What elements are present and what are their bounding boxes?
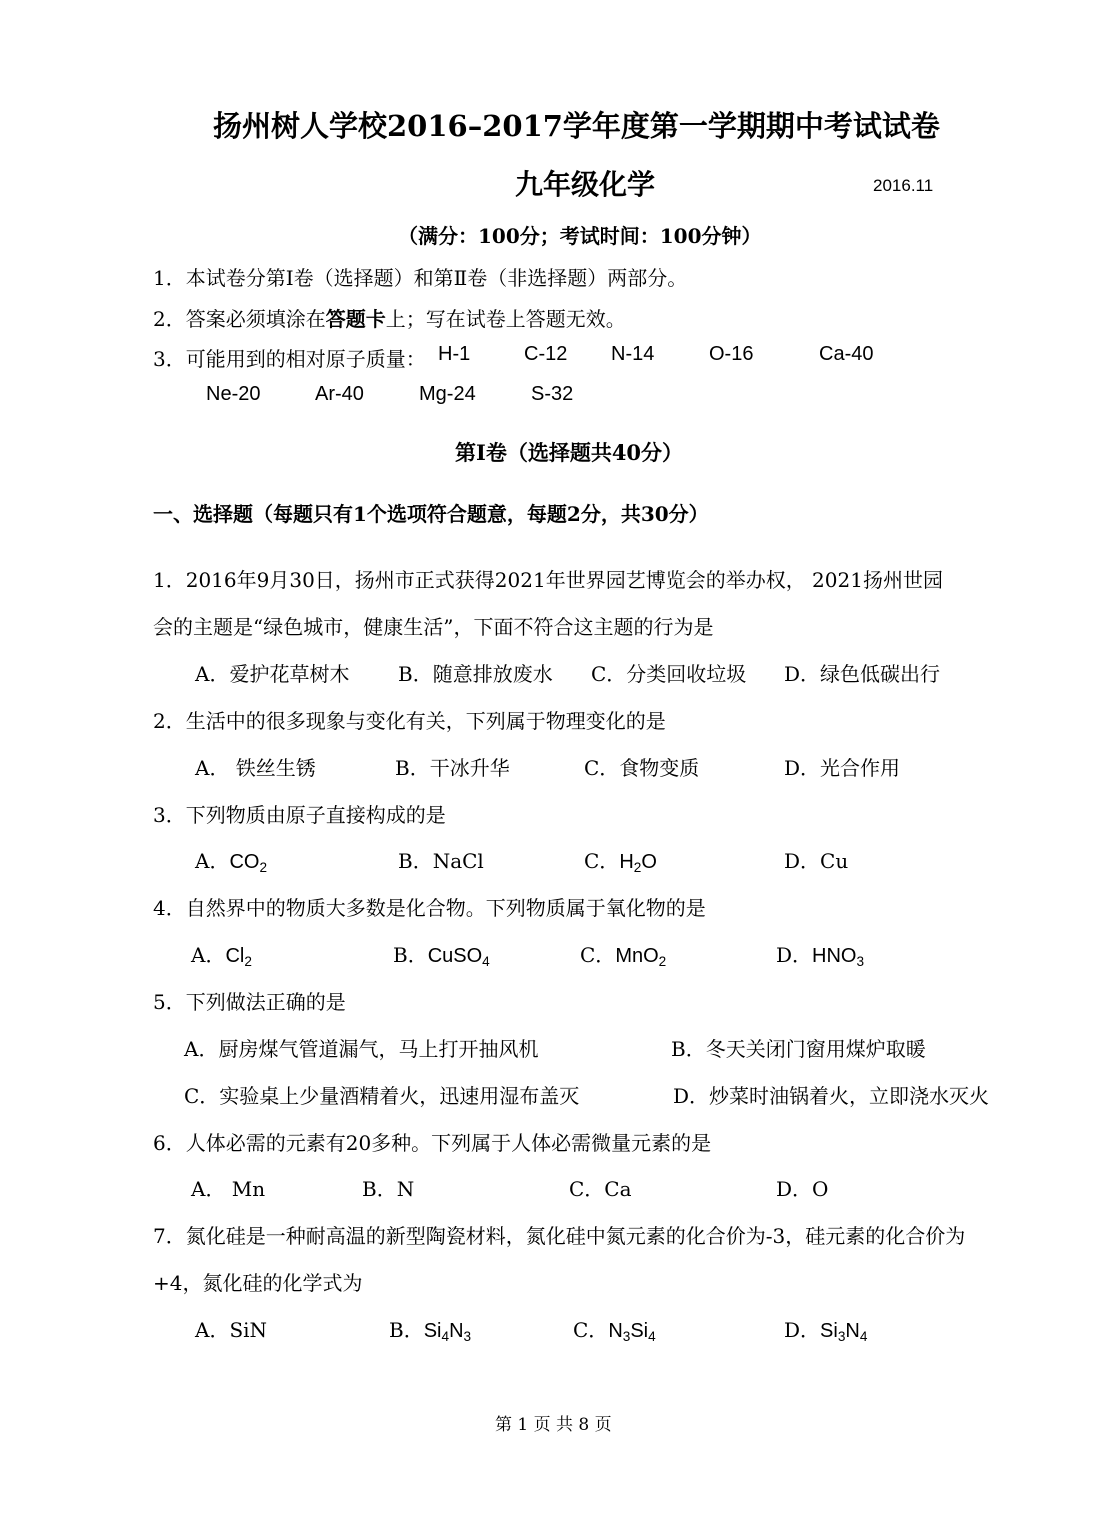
q2-option-b: B．干冰升华 <box>395 756 510 780</box>
q3-option-c-formula-1: H <box>619 851 634 873</box>
atomic-mass-s: S-32 <box>531 383 574 405</box>
exam-date: 2016.11 <box>873 176 934 195</box>
q2-stem: 2．生活中的很多现象与变化有关，下列属于物理变化的是 <box>153 709 666 733</box>
q6-option-d: D．O <box>776 1177 829 1201</box>
q7-option-b-subscript-2: 3 <box>463 1329 472 1345</box>
instruction-2-post: 上；写在试卷上答题无效。 <box>385 307 626 331</box>
atomic-mass-h: H-1 <box>438 343 471 365</box>
instruction-2 <box>153 303 626 332</box>
q1-option-c: C．分类回收垃圾 <box>591 662 747 686</box>
q7-option-c-subscript-2: 4 <box>648 1329 656 1345</box>
q1-option-d: D．绿色低碳出行 <box>784 662 941 686</box>
q5-option-d: D．炒菜时油锅着火，立即浇水灭火 <box>673 1084 990 1108</box>
q7-stem-line2: +4，氮化硅的化学式为 <box>153 1271 363 1295</box>
q7-option-b-subscript-1: 4 <box>441 1329 450 1345</box>
q7-option-d-formula-1: Si <box>820 1320 838 1342</box>
q5-option-b: B．冬天关闭门窗用煤炉取暖 <box>671 1037 926 1061</box>
atomic-mass-ne: Ne-20 <box>206 383 261 405</box>
q2-option-c: C．食物变质 <box>584 756 700 780</box>
q7-option-c <box>573 1314 656 1343</box>
q7-option-d-formula-2: N <box>845 1320 860 1342</box>
exam-subtitle: 九年级化学 <box>515 168 656 201</box>
q6-option-a: A． Mn <box>191 1177 266 1201</box>
q3-option-a-subscript: 2 <box>259 860 268 876</box>
q6-stem: 6．人体必需的元素有20多种。下列属于人体必需微量元素的是 <box>153 1131 712 1155</box>
instruction-2-pre: 2．答案必须填涂在 <box>153 307 326 331</box>
atomic-mass-ca: Ca-40 <box>819 343 874 365</box>
q5-option-c: C．实验桌上少量酒精着火，迅速用湿布盖灭 <box>184 1084 580 1108</box>
q4-option-b-label: B． <box>393 943 428 967</box>
q7-option-b-formula-1: Si <box>423 1320 442 1342</box>
atomic-mass-c: C-12 <box>524 343 568 365</box>
q4-option-d-label: D． <box>776 943 813 967</box>
q4-option-a-label: A． <box>191 943 226 967</box>
exam-meta: （满分：100分；考试时间：100分钟） <box>398 224 762 248</box>
q3-option-a <box>195 845 267 874</box>
instruction-2-bold: 答题卡 <box>325 307 386 331</box>
q7-stem-line1: 7．氮化硅是一种耐高温的新型陶瓷材料，氮化硅中氮元素的化合价为-3，硅元素的化合价为 <box>153 1224 966 1248</box>
q1-stem-line1: 1．2016年9月30日，扬州市正式获得2021年世界园艺博览会的举办权， 2021扬州世园 <box>153 568 943 592</box>
q4-option-b-formula: CuSO <box>427 945 483 967</box>
q1-stem-line2: 会的主题是“绿色城市，健康生活”，下面不符合这主题的行为是 <box>153 615 714 639</box>
q6-option-c: C．Ca <box>569 1177 632 1201</box>
q4-option-a-subscript: 2 <box>244 954 252 970</box>
q3-option-a-formula: CO <box>229 851 260 873</box>
q7-option-d-subscript-1: 3 <box>837 1329 846 1345</box>
q3-option-c-subscript: 2 <box>633 860 642 876</box>
part-title: 一、选择题（每题只有1个选项符合题意，每题2分，共30分） <box>153 502 709 526</box>
q4-option-c-label: C． <box>580 943 616 967</box>
atomic-mass-n: N-14 <box>611 343 655 365</box>
q7-option-c-formula-1: N <box>608 1320 623 1342</box>
q4-option-d-subscript: 3 <box>856 954 865 970</box>
volume-title: 第Ⅰ卷（选择题共40分） <box>455 440 684 465</box>
q3-option-c-label: C． <box>584 849 620 873</box>
q7-option-d-label: D． <box>784 1318 821 1342</box>
q5-option-a: A．厨房煤气管道漏气，马上打开抽风机 <box>184 1037 539 1061</box>
q7-option-b-label: B． <box>389 1318 424 1342</box>
q4-option-c <box>580 939 666 968</box>
q3-option-c <box>584 845 657 874</box>
q3-option-c-formula-2: O <box>641 851 657 873</box>
atomic-mass-ar: Ar-40 <box>315 383 364 405</box>
q7-option-c-formula-2: Si <box>630 1320 649 1342</box>
atomic-mass-mg: Mg-24 <box>419 383 476 405</box>
q1-option-a: A．爱护花草树木 <box>195 662 350 686</box>
q3-option-b: B．NaCl <box>398 849 484 873</box>
q7-option-a: A．SiN <box>195 1318 268 1342</box>
q3-stem: 3．下列物质由原子直接构成的是 <box>153 803 446 827</box>
q1-option-b: B．随意排放废水 <box>398 662 553 686</box>
q4-option-b <box>393 939 490 968</box>
exam-title: 扬州树人学校2016–2017学年度第一学期期中考试试卷 <box>213 109 940 143</box>
q2-option-d: D．光合作用 <box>784 756 901 780</box>
atomic-mass-o: O-16 <box>709 343 754 365</box>
q4-option-d-formula: HNO <box>812 945 857 967</box>
q4-option-c-formula: MnO <box>615 945 659 967</box>
q7-option-c-subscript-1: 3 <box>622 1329 631 1345</box>
q2-option-a: A． 铁丝生锈 <box>195 756 316 780</box>
instruction-1: 1．本试卷分第Ⅰ卷（选择题）和第Ⅱ卷（非选择题）两部分。 <box>153 266 688 290</box>
q3-option-d: D．Cu <box>784 849 849 873</box>
q4-option-b-subscript: 4 <box>482 954 490 970</box>
q5-stem: 5．下列做法正确的是 <box>153 990 346 1014</box>
q7-option-b <box>389 1314 471 1343</box>
q3-option-a-label: A． <box>195 849 230 873</box>
q7-option-d <box>784 1314 867 1343</box>
q7-option-b-formula-2: N <box>449 1320 464 1342</box>
q7-option-d-subscript-2: 4 <box>859 1329 868 1345</box>
q7-option-c-label: C． <box>573 1318 609 1342</box>
q4-option-d <box>776 939 864 968</box>
page-footer: 第 1 页 共 8 页 <box>495 1415 612 1435</box>
q6-option-b: B．N <box>362 1177 415 1201</box>
q4-option-a <box>191 939 252 968</box>
q4-stem: 4．自然界中的物质大多数是化合物。下列物质属于氧化物的是 <box>153 896 706 920</box>
instruction-3-label: 3．可能用到的相对原子质量： <box>153 347 426 371</box>
q4-option-a-formula: Cl <box>225 945 245 967</box>
q4-option-c-subscript: 2 <box>658 954 667 970</box>
